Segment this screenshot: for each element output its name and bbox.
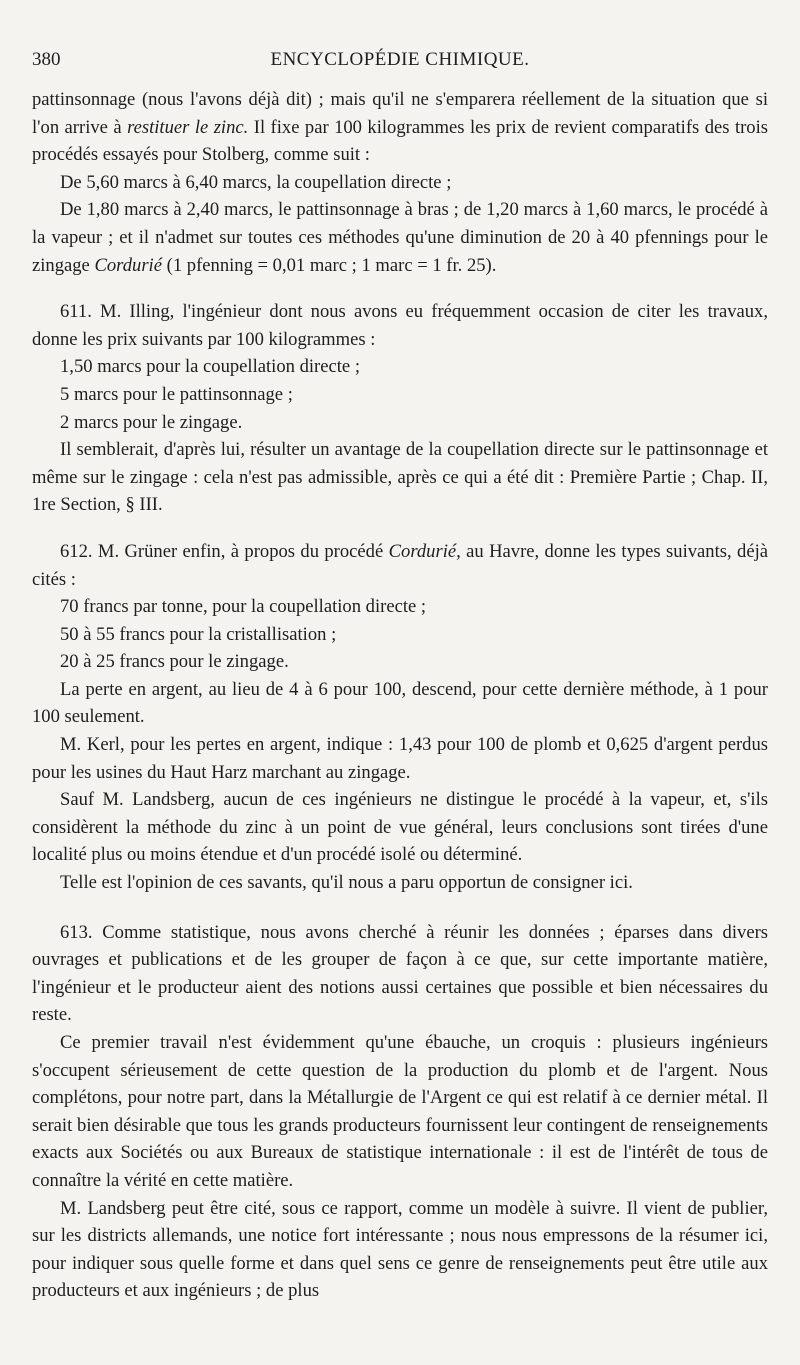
- list-item: 50 à 55 francs pour la cristallisation ;: [60, 623, 337, 645]
- paragraph: M. Landsberg peut être cité, sous ce rapport, comme un modèle à suivre. Il vient de publier, sur les districts allemands, une notice fort intéressante ; nous nous empressons de la résumer ici, pour indiquer sous quelle forme et dans quel sens ce genre de renseignements peut être utile aux producteurs et aux ingénieurs ; de plus: [32, 1197, 768, 1302]
- running-title: ENCYCLOPÉDIE CHIMIQUE.: [270, 49, 530, 70]
- page-body: [32, 86, 768, 1305]
- paragraph: pattinsonnage (nous l'avons déjà dit) ; mais qu'il ne s'emparera réellement de la situation que si l'on arrive à restituer le zinc. Il fixe par 100 kilogrammes les prix de revient comparatifs des trois procédés essayés pour Stolberg, comme suit :: [32, 89, 769, 166]
- paragraph: Telle est l'opinion de ces savants, qu'il nous a paru opportun de consigner ici.: [60, 872, 633, 894]
- paragraph: La perte en argent, au lieu de 4 à 6 pour 100, descend, pour cette dernière méthode, à 1 pour 100 seulement.: [32, 678, 768, 728]
- paragraph: Sauf M. Landsberg, aucun de ces ingénieurs ne distingue le procédé à la vapeur, et, s'ils considèrent la méthode du zinc à un point de vue général, leurs conclusions sont tirées d'une localité plus ou moins étendue et d'un procédé isolé ou déterminé.: [32, 789, 768, 866]
- section-613: 613. Comme statistique, nous avons cherché à réunir les données ; éparses dans divers ouvrages et publications et de les grouper de façon à ce que, sur cette importante matière, l'ingénieur et le producteur aient des notions aussi certaines que possible et bien nécessaires du reste.: [32, 921, 768, 1026]
- list-item: 2 marcs pour le zingage.: [60, 411, 243, 433]
- paragraph: Ce premier travail n'est évidemment qu'une ébauche, un croquis : plusieurs ingénieurs s'occupent sérieusement de cette question de la production du plomb et de l'argent. Nous complétons, pour notre part, dans la Métallurgie de l'Argent ce qui est relatif à ce dernier métal. Il serait bien désirable que tous les grands producteurs fournissent leur contingent de renseignements exacts aux Sociétés ou aux Bureaux de statistique internationale : il est de l'intérêt de tous de connaître la vérité en cette matière.: [32, 1032, 768, 1191]
- emphasis: restituer le zinc.: [127, 116, 249, 138]
- page-number: 380: [32, 49, 61, 70]
- list-item: 5 marcs pour le pattinsonnage ;: [60, 383, 293, 405]
- emphasis: Cordurié,: [388, 540, 461, 562]
- paragraph: M. Kerl, pour les pertes en argent, indique : 1,43 pour 100 de plomb et 0,625 d'argent perdus pour les usines du Haut Harz marchant au zingage.: [32, 734, 768, 783]
- page-header: [32, 49, 768, 75]
- emphasis: Cordurié: [94, 254, 162, 276]
- paragraph: De 1,80 marcs à 2,40 marcs, le pattinsonnage à bras ; de 1,20 marcs à 1,60 marcs, le procédé à la vapeur ; et il n'admet sur toutes ces méthodes qu'une diminution de 20 à 40 pfennings pour le zingage Cordurié (1 pfenning = 0,01 marc ; 1 marc = 1 fr. 25).: [32, 199, 768, 276]
- list-item: 70 francs par tonne, pour la coupellation directe ;: [60, 596, 427, 618]
- list-item: 1,50 marcs pour la coupellation directe ;: [60, 356, 360, 378]
- list-item: 20 à 25 francs pour le zingage.: [60, 651, 289, 673]
- section-612: 612. M. Grüner enfin, à propos du procédé Cordurié, au Havre, donne les types suivants, déjà cités :: [32, 540, 769, 590]
- paragraph: Il semblerait, d'après lui, résulter un avantage de la coupellation directe sur le pattinsonnage et même sur le zingage : cela n'est pas admissible, après ce qui a été dit : Première Partie ; Chap. II, 1re Section, § III.: [32, 439, 768, 516]
- paragraph: De 5,60 marcs à 6,40 marcs, la coupellation directe ;: [60, 171, 452, 193]
- section-611: 611. M. Illing, l'ingénieur dont nous avons eu fréquemment occasion de citer les travaux, donne les prix suivants par 100 kilogrammes :: [32, 301, 768, 350]
